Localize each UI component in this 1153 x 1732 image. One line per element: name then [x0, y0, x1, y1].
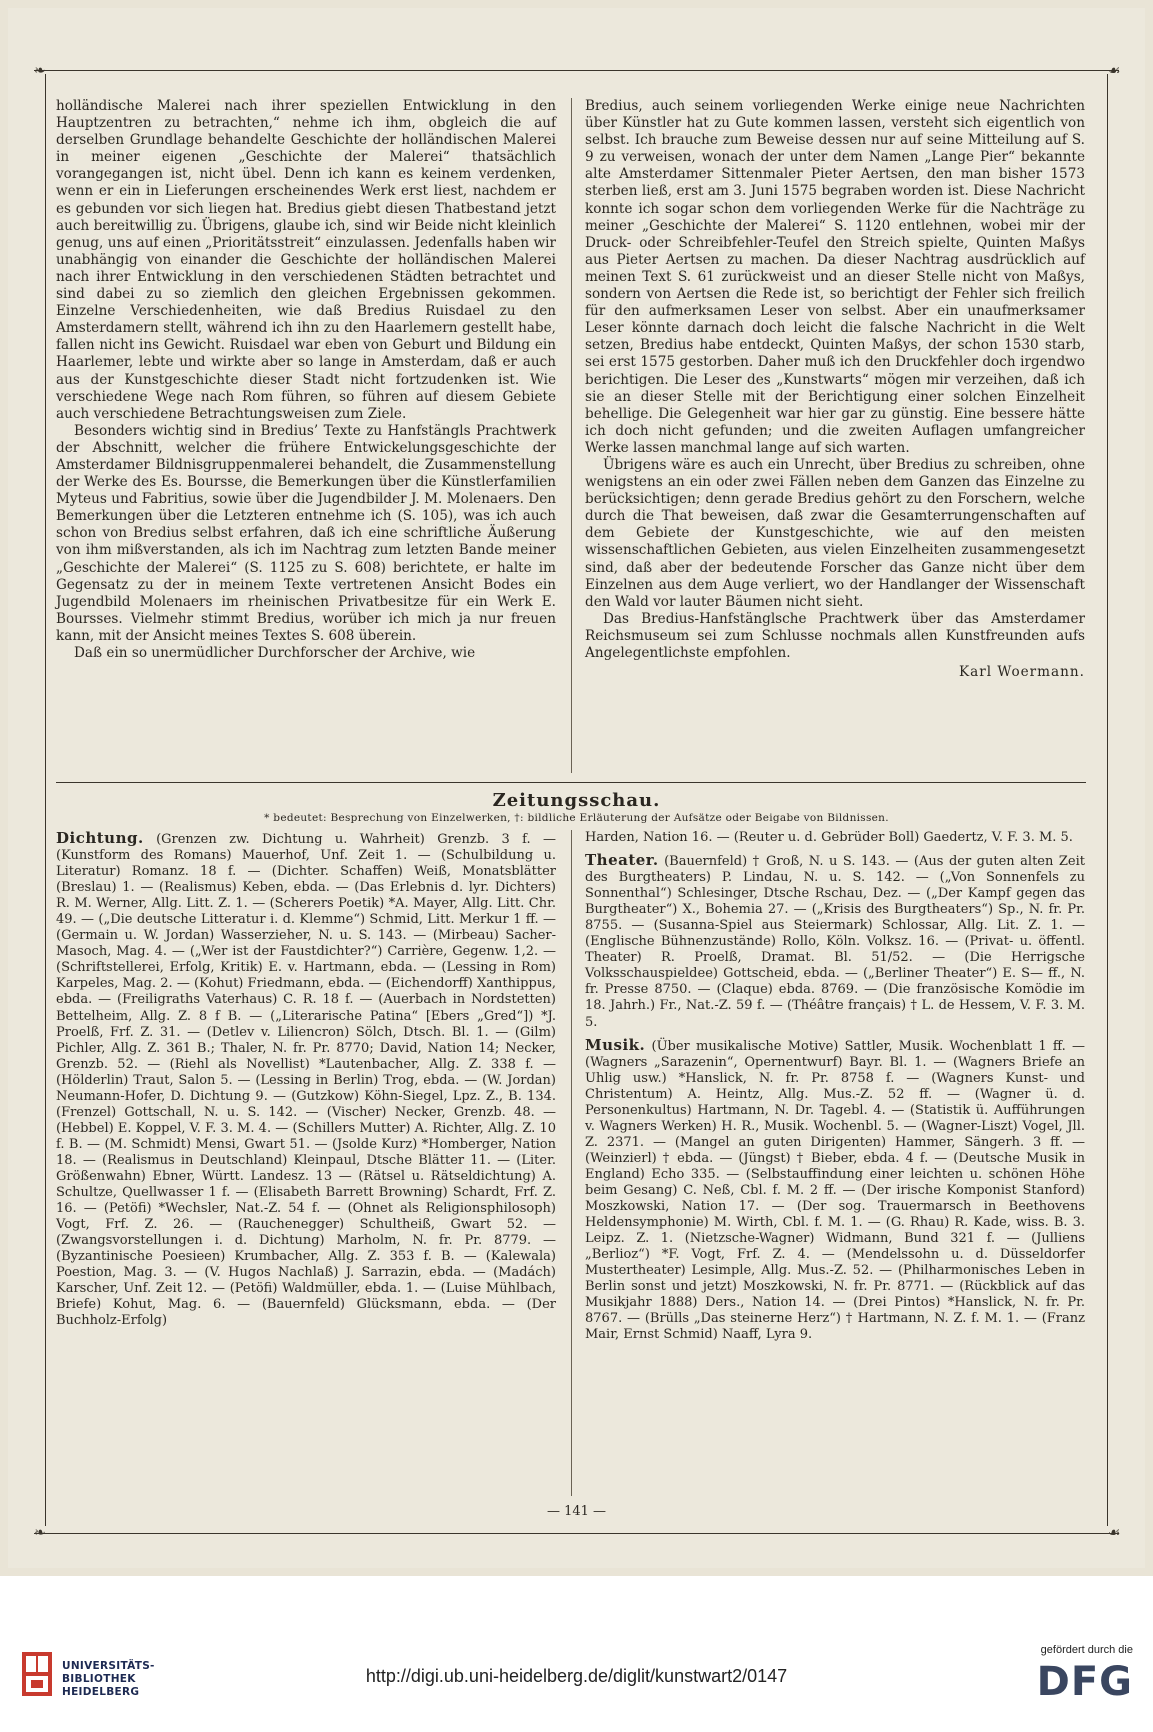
- press-review-right-column: [585, 830, 1085, 1343]
- author-signature: Karl Woermann.: [958, 664, 1085, 681]
- frame-top-rule: [34, 70, 1119, 71]
- section-separator-rule: [56, 782, 1086, 783]
- corner-ornament-bottom-left: ❧: [34, 1525, 46, 1541]
- institution-line: UNIVERSITÄTS-: [62, 1660, 155, 1672]
- document-url-link[interactable]: http://digi.ub.uni-heidelberg.de/diglit/kunstwart2/0147: [365, 1666, 788, 1686]
- section-legend: * bedeutet: Besprechung von Einzelwerken, †: bildliche Erläuterung der Aufsätze oder Beigabe von Bildnissen.: [264, 812, 889, 824]
- dfg-logo: DFG: [1036, 1659, 1133, 1705]
- continued-entries: Harden, Nation 16. — (Reuter u. d. Gebrüder Boll) Gaedertz, V. F. 3. M. 5.: [585, 830, 1073, 845]
- column-divider-lower: [571, 830, 572, 1496]
- corner-ornament-bottom-right: ☙: [1108, 1525, 1121, 1541]
- scanned-page: [8, 8, 1145, 1568]
- press-review-left-column: [56, 830, 556, 1329]
- digitization-footer: [0, 1576, 1153, 1732]
- rubric-musik: Musik.: [585, 1035, 646, 1054]
- rubric-theater: Theater.: [585, 851, 659, 870]
- section-title: Zeitungsschau.: [492, 790, 661, 811]
- corner-ornament-top-right: ☙: [1108, 63, 1121, 79]
- corner-ornament-top-left: ❧: [34, 63, 46, 79]
- article-left-column: [56, 98, 556, 662]
- funding-note: gefördert durch die: [1040, 1644, 1133, 1656]
- column-divider-upper: [571, 98, 572, 773]
- article-paragraph: Bredius, auch seinem vorliegenden Werke einige neue Nachrichten über Künstler hat zu Gute kommen lassen, versteht sich eigentlich von selbst. Ich brauche zum Beweise dessen nur auf seine Mitteilung auf S. 9 zu verweisen, wonach der unter dem Namen „Lange Pier“ bekannte alte Amsterdamer Sittenmaler Pieter Aertsen, den man bisher 1573 sterben ließ, erst am 3. Juni 1575 begraben worden ist. Diese Nachricht konnte ich sogar schon dem vorliegenden Werke für die Nachträge zu meiner „Geschichte der Malerei“ S. 1120 entlehnen, wobei mir der Druck- oder Schreibfehler-Teufel den Streich spielte, Quinten Maßys aus Pieter Aertsen zu machen. Da dieser Nachtrag ausdrücklich auf meinen Text S. 61 zurückweist und an dieser Stelle nicht von Maßys, sondern von Aertsen die Rede ist, so berichtigt der Fehler sich freilich für den aufmerksamen Leser von selbst. Aber ein unaufmerksamer Leser könnte darnach doch leicht die falsche Nachricht in die Welt setzen, Bredius habe entdeckt, Quinten Maßys, der schon 1530 starb, sei erst 1575 gestorben. Daher muß ich den Druckfehler doch irgendwo berichtigen. Die Leser des „Kunstwarts“ mögen mir verzeihen, daß ich sie an dieser Stelle mit der Berichtigung einer solchen Einzelheit behellige. Die Gelegenheit war hier gar zu günstig. Eine bessere hätte ich doch nicht gefunden; und die zweiten Auflagen umfangreicher Werke lassen manchmal lange auf sich warten.: [585, 98, 1085, 456]
- rubric-theater-entries: (Bauernfeld) † Groß, N. u S. 143. — (Aus der guten alten Zeit des Burgtheaters) P. Lindau, N. u. S. 142. — („Von Sonnenfels zu Sonnenthal“) Schlesinger, Dtsche Rschau, Dez. — („Der Kampf gegen das Burgtheater“) X., Bohemia 27. — („Krisis des Burgtheaters“) Sp., N. fr. Pr. 8755. — (Susanna-Spiel aus Steiermark) Schlossar, Allg. Lit. Z. 1. — (Englische Bühnenzustände) Rollo, Köln. Volksz. 16. — (Privat- u. öffentl. Theater) R. Proelß, Dramat. Bl. 51/52. — (Die Herrigsche Volksschauspieldee) Gottscheid, ebda. — („Berliner Theater“) E. S— ff., N. fr. Presse 8750. — (Claque) ebda. 8769. — (Die französische Komödie im 18. Jahrh.) Fr., Nat.-Z. 59 f. — (Théâtre français) † L. de Hessem, V. F. 3. M. 5.: [585, 854, 1085, 1030]
- article-paragraph: Das Bredius-Hanfstänglsche Prachtwerk über das Amsterdamer Reichsmuseum sei zum Schlusse nochmals allen Kunstfreunden aufs Angelegentlichste empfohlen.: [585, 610, 1085, 661]
- article-paragraph: Übrigens wäre es auch ein Unrecht, über Bredius zu schreiben, ohne wenigstens an ein oder zwei Fällen neben dem Ganzen das Einzelne zu berücksichtigen; denn gerade Bredius gehört zu den Forschern, welche durch die That beweisen, daß zwar die Gesamterrungenschaften auf dem Gebiete der Kunstgeschichte, wie auf den meisten wissenschaftlichen Gebieten, aus vielen Einzelheiten zusammengesetzt sind, daß aber der bedeutende Forscher das Ganze nicht über dem Einzelnen aus dem Auge verliert, wo der Handlanger der Wissenschaft den Wald vor lauter Bäumen nicht sieht.: [585, 456, 1085, 610]
- institution-line: HEIDELBERG: [62, 1686, 140, 1698]
- rubric-musik-entries: (Über musikalische Motive) Sattler, Musik. Wochenblatt 1 ff. — (Wagners „Sarazenin“, Opernentwurf) Bayr. Bl. 1. — (Wagners Briefe an Uhlig usw.) *Hanslick, N. fr. Pr. 8758 f. — (Wagners Kunst- und Christentum) A. Heintz, Allg. Mus.-Z. 52 ff. — (Wagner ü. d. Personenkultus) Hartmann, N. Dr. Tagebl. 4. — (Statistik ü. Aufführungen v. Wagners Werken) H. R., Musik. Wochenbl. 5. — (Wagner-Liszt) Vogel, Jll. Z. 2371. — (Mangel an guten Dirigenten) Hammer, Sängerh. 3 ff. — (Weinzierl) † ebda. — (Jüngst) † Bieber, ebda. 4 f. — (Deutsche Musik in England) Echo 335. — (Selbstauffindung einer leichten u. schönen Höhe beim Gesang) C. Neß, Cbl. f. M. 2 ff. — (Der irische Komponist Stanford) Moszkowski, Nation 17. — (Der sog. Trauermarsch in Beethovens Heldensymphonie) M. Wirth, Cbl. f. M. 1. — (G. Rhau) R. Kade, wiss. B. 3. Leipz. Z. 1. (Nietzsche-Wagner) Widmann, Bund 321 f. — (Julliens „Berlioz“) *F. Vogt, Frf. Z. 4. — (Mendelssohn u. d. Düsseldorfer Mustertheater) Lesimple, Allg. Mus.-Z. 52. — (Philharmonisches Leben in Berlin sonst und jetzt) Moszkowski, N. fr. Pr. 8771. — (Rückblick auf das Musikjahr 1888) Ders., Nation 14. — (Drei Pintos) *Hanslick, N. fr. Pr. 8767. — (Brülls „Das steinerne Herz“) † Hartmann, N. Z. f. M. 1. — (Franz Mair, Ernst Schmid) Naaff, Lyra 9.: [585, 1038, 1085, 1343]
- institution-line: BIBLIOTHEK: [62, 1673, 136, 1685]
- rubric-dichtung-entries: (Grenzen zw. Dichtung u. Wahrheit) Grenzb. 3 f. — (Kunstform des Romans) Mauerhof, Unf. Zeit 1. — (Schulbildung u. Literatur) Romanz. 18 f. — (Dichter. Schaffen) Weiß, Monatsblätter (Breslau) 1. — (Realismus) Keben, ebda. — (Das Erlebnis d. lyr. Dichters) R. M. Werner, Allg. Litt. Z. 1. — (Scherers Poetik) *A. Mayer, Allg. Litt. Chr. 49. — („Die deutsche Litteratur i. d. Klemme“) Schmid, Litt. Merkur 1 ff. — (Germain u. W. Jordan) Wasserzieher, N. u. S. 143. — (Mirbeau) Sacher-Masoch, Mag. 4. — („Wer ist der Faustdichter?“) Carrière, Gegenw. 1,2. — (Schriftstellerei, Erfolg, Kritik) E. v. Hartmann, ebda. — (Lessing in Rom) Karpeles, Mag. 2. — (Kohut) Friedmann, ebda. — (Eichendorff) Xanthippus, ebda. — (Freiligraths Vaterhaus) C. R. 18 f. — (Auerbach in Nordstetten) Bettelheim, Allg. Z. 8 f B. — („Literarische Patina“ [Ebers „Gred“]) *J. Proelß, Frf. Z. 31. — (Detlev v. Liliencron) Sölch, Dtsch. Bl. 1. — (Gilm) Pichler, Allg. Z. 361 B.; Thaler, N. fr. Pr. 8770; David, Nation 14; Necker, Grenzb. 52. — (Riehl als Novellist) *Lautenbacher, Allg. Z. 338 f. — (Hölderlin) Traut, Salon 5. — (Lessing in Berlin) Trog, ebda. — (W. Jordan) Neumann-Hofer, D. Dichtung 9. — (Gutzkow) Köhn-Siegel, Lpz. Z., B. 134. (Frenzel) Gottschall, N. u. S. 142. — (Vischer) Necker, Grenzb. 48. — (Hebbel) E. Koppel, V. F. 3. M. 4. — (Schillers Mutter) A. Richter, Allg. Z. 10 f. B. — (M. Schmidt) Mensi, Gwart 51. — (Jsolde Kurz) *Homberger, Nation 18. — (Realismus in Deutschland) Kleinpaul, Dtsche Blätter 11. — (Liter. Größenwahn) Ebner, Württ. Landesz. 13 — (Rätsel u. Rätseldichtung) A. Schultze, Quellwasser 1 f. — (Elisabeth Barrett Browning) Schardt, Frf. Z. 16. — (Petöfi) *Wechsler, Nat.-Z. 54 f. — (Ohnet als Religionsphilosoph) Vogt, Frf. Z. 26. — (Rauchenegger) Schultheiß, Gwart 52. — (Zwangsvorstellungen i. d. Dichtung) Marholm, N. fr. Pr. 8779. — (Byzantinische Poesieen) Krumbacher, Allg. Z. 353 f. B. — (Kalewala) Poestion, Mag. 3. — (V. Hugos Nachlaß) J. Sarrazin, ebda. — (Madách) Karscher, Unf. Zeit 12. — (Petöfi) Waldmüller, ebda. 1. — (Luise Mühlbach, Briefe) Kohut, Mag. 6. — (Bauernfeld) Glücksmann, ebda. — (Der Buchholz-Erfolg): [56, 832, 556, 1329]
- article-paragraph: holländische Malerei nach ihrer speziellen Entwicklung in den Hauptzentren zu betrachten,“ nehme ich ihm, obgleich die auf derselben Grundlage behandelte Geschichte der holländischen Malerei in meiner eigenen „Geschichte der Malerei“ thatsächlich vorangegangen ist, nicht übel. Denn ich kann es keinem verdenken, wenn er ein in Lieferungen erscheinendes Werk erst liest, nachdem er es gebunden vor sich liegen hat. Bredius giebt diesen Thatbestand jetzt auch bereitwillig zu. Übrigens, glaube ich, sind wir Beide nicht kleinlich genug, uns auf einen „Prioritätsstreit“ einzulassen. Jedenfalls haben wir unabhängig von einander die Geschichte der holländischen Malerei nach ihrer Entwicklung in den verschiedenen Städten betrachtet und sind dabei zu so ziemlich den gleichen Ergebnissen gekommen. Einzelne Verschiedenheiten, wie daß Bredius Ruisdael zu den Amsterdamern stellt, während ich ihn zu den Haarlemern gestellt habe, fallen nicht ins Gewicht. Ruisdael war eben von Geburt und Bildung ein Haarlemer, lebte und wirkte aber so lange in Amsterdam, daß er auch aus der Kunstgeschichte dieser Stadt nicht fortzudenken ist. Wie verschiedene Wege nach Rom führen, so führen auf diesem Gebiete auch verschiedene Betrachtungsweisen zum Ziele.: [56, 98, 556, 422]
- rubric-dichtung: Dichtung.: [56, 829, 144, 847]
- article-paragraph: Besonders wichtig sind in Bredius’ Texte zu Hanfstängls Prachtwerk der Abschnitt, welcher die frühere Entwickelungsgeschichte der Amsterdamer Bildnisgruppenmalerei behandelt, die Zusammenstellung der Werke des Es. Boursse, die Bemerkungen über die Künstlerfamilien Myteus und Fabritius, sowie über die Jugendbilder J. M. Molenaers. Den Bemerkungen über die Letzteren entnehme ich (S. 105), was ich auch schon von Bredius selbst erfahren, daß ich eine schriftliche Äußerung von ihm mißverstanden, als ich im Nachtrag zum letzten Bande meiner „Geschichte der Malerei“ (S. 1125 zu S. 608) berichtete, er halte im Gegensatz zu der in meinem Texte vertretenen Ansicht Bodes ein Jugendbild Molenaers im rheinischen Privatbesitze für ein Werk E. Boursses. Vielmehr stimmt Bredius, worüber ich mich ja nur freuen kann, mit der Ansicht meines Textes S. 608 überein.: [56, 422, 556, 644]
- article-paragraph: Daß ein so unermüdlicher Durchforscher der Archive, wie: [74, 645, 476, 661]
- article-right-column: [585, 98, 1085, 681]
- page-number: — 141 —: [546, 1504, 607, 1519]
- frame-bottom-rule: [34, 1533, 1119, 1534]
